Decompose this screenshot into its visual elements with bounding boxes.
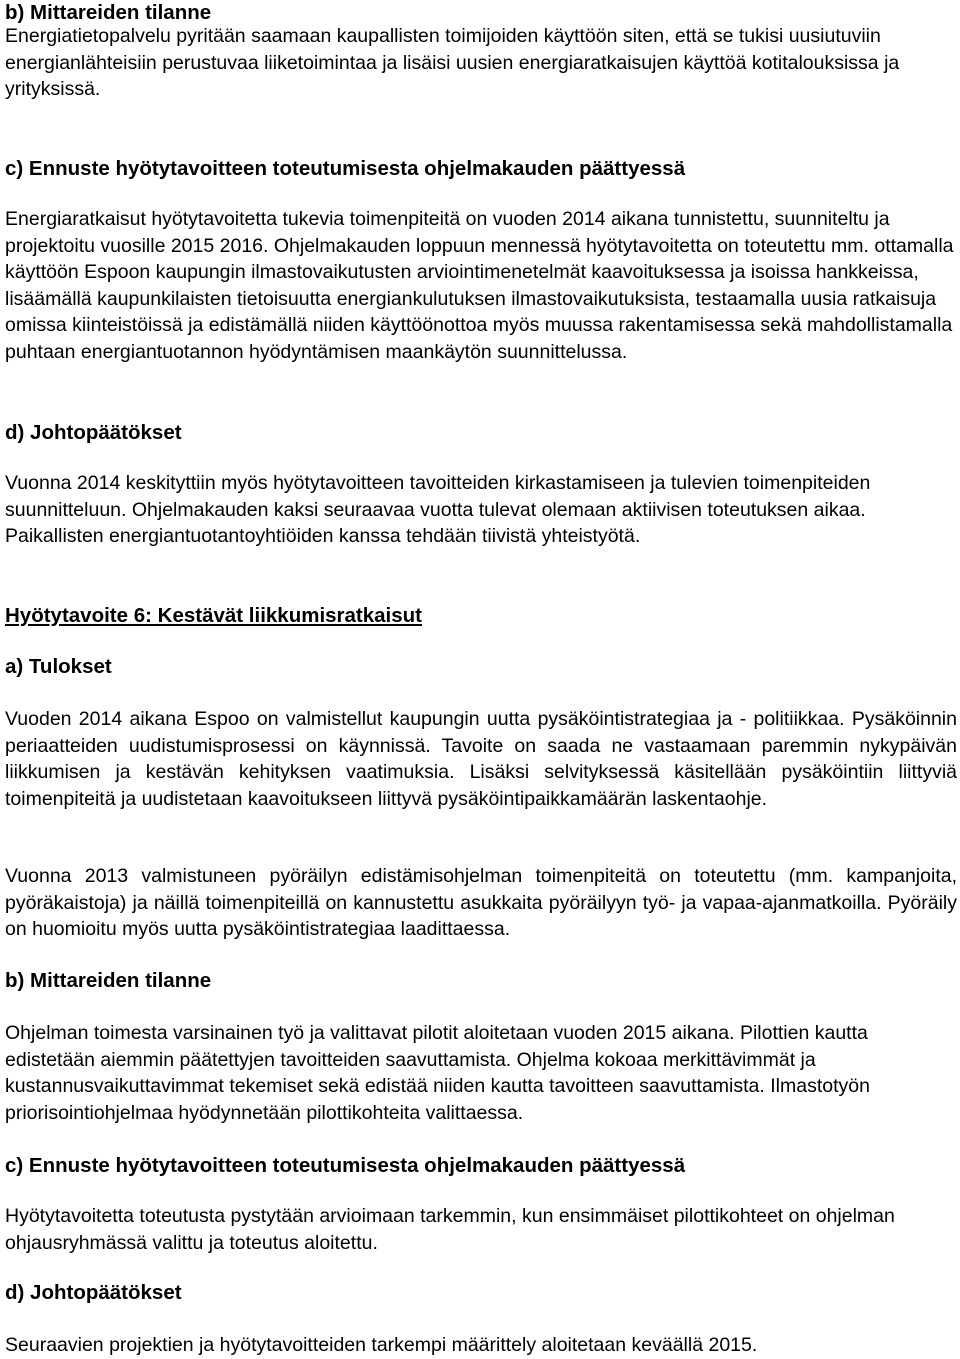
goal-heading-kestavat-liikkumisratkaisut: Hyötytavoite 6: Kestävät liikkumisratkaisut — [5, 604, 422, 627]
section-heading-mittareiden-tilanne-2: b) Mittareiden tilanne — [5, 969, 212, 992]
paragraph-energiaratkaisut: Energiaratkaisut hyötytavoitetta tukevia toimenpiteitä on vuoden 2014 aikana tunnistettu, suunniteltu ja projektoitu vuosille 2015 2016. Ohjelmakauden loppuun mennessä hyötytavoitetta on toteutettu mm. ottamalla käyttöön Espoon kaupungin ilmastovaikutusten arviointimenetelmät kaavoituksessa ja isoissa hankkeissa, lisäämällä kaupunkilaisten tietoisuutta energiankulutuksen ilmastovaikutuksista, testaamalla uusia ratkaisuja omissa kiinteistöissä ja edistämällä niiden käyttöönottoa myös muussa rakentamisessa sekä mahdollistamalla puhtaan energiantuotannon hyödyntämisen maankäytön suunnittelussa. — [5, 208, 954, 363]
paragraph-energiatietopalvelu: Energiatietopalvelu pyritään saamaan kaupallisten toimijoiden käyttöön siten, että se tukisi uusiutuviin energianlähteisiin perustuvaa liiketoimintaa ja lisäisi uusien energiaratkaisujen käyttöä kotitalouksissa ja yrityksissä. — [5, 25, 900, 100]
section-heading-mittareiden-tilanne: b) Mittareiden tilanne — [5, 1, 212, 24]
section-heading-johtopaatokset-2: d) Johtopäätökset — [5, 1281, 182, 1304]
section-heading-ennuste-2: c) Ennuste hyötytavoitteen toteutumisesta ohjelmakauden päättyessä — [5, 1154, 686, 1177]
paragraph-pysakointistrategia: Vuoden 2014 aikana Espoo on valmistellut kaupungin uutta pysäköintistrategiaa ja - politiikkaa. Pysäköinnin periaatteiden uudistumisprosessi on käynnissä. Tavoite on saada ne vastaamaan paremmin nykypäivän liikkumisen ja kestävän kehityksen vaatimuksia. Lisäksi selvityksessä käsitellään pysäköintiin liittyviä toimenpiteitä ja uudistetaan kaavoitukseen liittyvä pysäköintipaikkamäärän laskentaohje. — [5, 708, 957, 810]
paragraph-ohjelman-toimesta: Ohjelman toimesta varsinainen työ ja valittavat pilotit aloitetaan vuoden 2015 aikana. Pilottien kautta edistetään aiemmin päätettyjen tavoitteiden saavuttamista. Ohjelma kokoaa merkittävimmät ja kustannusvaikuttavimmat tekemiset sekä edistää niiden kautta tavoitteen saavuttamista. Ilmastotyön priorisointiohjelmaa hyödynnetään pilottikohteita valittaessa. — [5, 1022, 870, 1124]
section-heading-tulokset: a) Tulokset — [5, 655, 112, 678]
paragraph-hyotytavoitetta-toteutusta: Hyötytavoitetta toteutusta pystytään arvioimaan tarkemmin, kun ensimmäiset pilottikohteet on ohjelman ohjausryhmässä valittu ja toteutus aloitettu. — [5, 1205, 895, 1254]
paragraph-pyorailyn-edistamisohjelma: Vuonna 2013 valmistuneen pyöräilyn edistämisohjelman toimenpiteitä on toteutettu (mm. kampanjoita, pyöräkaistoja) ja näillä toimenpiteillä on kannustettu asukkaita pyöräilyyn työ- ja vapaa-ajanmatkoilla. Pyöräily on huomioitu myös uutta pysäköintistrategiaa laadittaessa. — [5, 865, 957, 940]
section-heading-ennuste: c) Ennuste hyötytavoitteen toteutumisesta ohjelmakauden päättyessä — [5, 157, 686, 180]
section-heading-johtopaatokset: d) Johtopäätökset — [5, 421, 182, 444]
paragraph-seuraavien-projektien: Seuraavien projektien ja hyötytavoitteiden tarkempi määrittely aloitetaan keväällä 2015. — [5, 1334, 758, 1356]
paragraph-vuonna-2014: Vuonna 2014 keskityttiin myös hyötytavoitteen tavoitteiden kirkastamiseen ja tulevien toimenpiteiden suunnitteluun. Ohjelmakauden kaksi seuraavaa vuotta tulevat olemaan aktiivisen toteutuksen aikaa. Paikallisten energiantuotantoyhtiöiden kanssa tehdään tiivistä yhteistyötä. — [5, 472, 871, 547]
